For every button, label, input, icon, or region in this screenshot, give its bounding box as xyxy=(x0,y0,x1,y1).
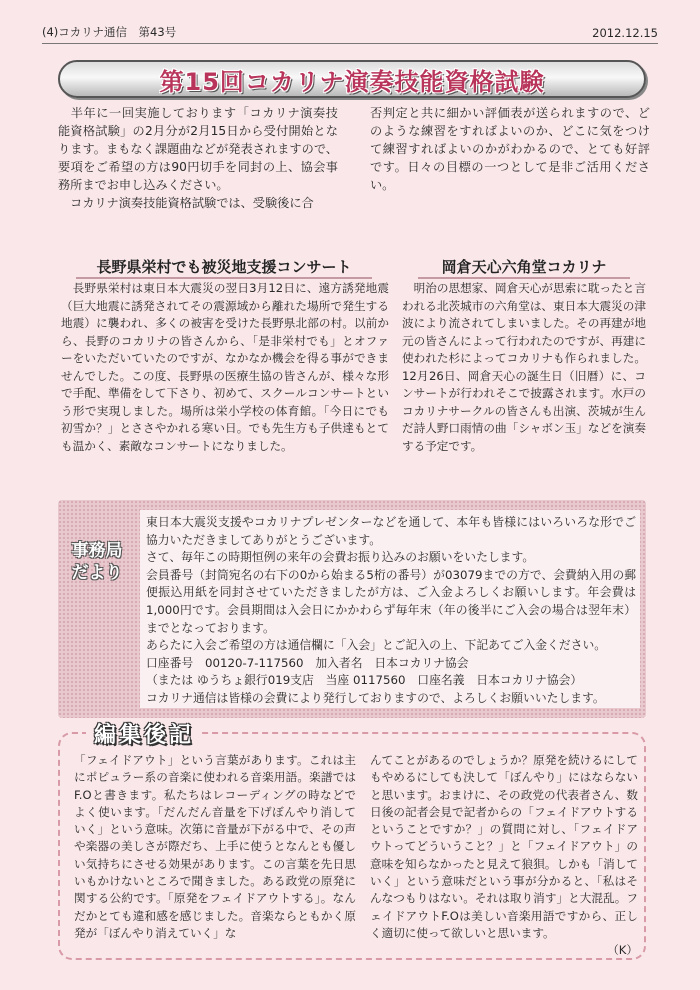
issue-date: 2012.12.15 xyxy=(592,26,658,40)
sakae-underline xyxy=(76,277,372,279)
editor-initial: （K） xyxy=(607,943,638,958)
office-news-label-line1: 事務局 xyxy=(71,541,123,561)
editor-note-right xyxy=(370,752,638,960)
page-title: 第15回コカリナ演奏技能資格試験 xyxy=(159,67,545,96)
office-news-bank: （または ゆうちょ銀行019支店 当座 0117560 口座名義 日本コカリナ協会） xyxy=(146,673,583,688)
office-news-label-line2: だより xyxy=(71,563,123,583)
issue-label: (4)コカリナ通信 第43号 xyxy=(42,25,177,39)
exam-article-right: 否判定と共に細かい評価表が送られますので、どのような練習をすればよいのか、どこに気をつけて練習すればよいのかがわかるので、とても好評です。日々の目標の一つとして是非ご活用ください。 xyxy=(370,106,650,192)
sakae-title: 長野県栄村でも被災地支援コンサート xyxy=(96,258,352,276)
office-news-p2: さて、毎年この時期恒例の来年の会費お振り込みのお願いをいたします。 xyxy=(146,550,535,565)
office-news-body xyxy=(146,514,636,708)
office-news-p3: 会員番号（封筒宛名の右下の0から始まる5桁の番号）が03079までの方で、会費納入用の郵便振込用紙を同封させていただきましたが方は、ご入金よろしくお願いします。年会費は1,000円です。会員期間は入会日にかかわらず毎年末（年の後半にご入会の場合は翌年末）までとなっております。 xyxy=(146,567,636,635)
exam-article-left: 半年に一回実施しております「コカリナ演奏技能資格試験」の2月分が2月15日から受付開始となります。まもなく課題曲などが発表されますので、要項をご希望の方は90円切手を同封の上、協会事務所までお申し込みください。 コカリナ演奏技能資格試験では、受験後に合 xyxy=(58,106,338,210)
okakura-underline xyxy=(418,277,630,279)
page-header xyxy=(42,22,658,44)
title-banner xyxy=(58,60,646,98)
editor-note-left: 「フェイドアウト」という言葉があります。これは主にポピュラー系の音楽に使われる音楽用語。楽譜ではF.Oと書きます。私たちはレコーディングの時などでよく使います。「だんだん音量を下げぼんやり消していく」という意味。次第に音量が下がる中で、その声や楽器の美しさが際だち、上手に使うとなんとも優しい気持ちにさせる効果があります。この言葉を先日思いもかけないところで聞きました。ある政党の原発に関する公約です。「原発をフェイドアウトする」。なんだかとても違和感を感じました。音楽ならともかく原発が「ぼんやり消えていく」な xyxy=(74,753,356,940)
office-news-p1: 東日本大震災支援やコカリナプレゼンターなどを通して、本年も皆様にはいろいろな形でご協力いただきましてありがとうございます。 xyxy=(146,515,636,547)
office-news-account: 口座番号 00120-7-117560 加入者名 日本コカリナ協会 xyxy=(146,655,469,670)
editor-note-title: 編集後記 xyxy=(86,718,202,749)
office-news-label xyxy=(64,540,130,584)
office-news-p4: あらたに入会ご希望の方は通信欄に「入会」とご記入の上、下記あてご入金ください。 xyxy=(146,638,607,653)
okakura-title: 岡倉天心六角堂コカリナ xyxy=(441,258,607,276)
sakae-body: 長野県栄村は東日本大震災の翌日3月12日に、遠方誘発地震（巨大地震に誘発されてその震源域から離れた場所で発生する地震）に襲われ、多くの被害を受けた長野県北部の村。以前から、長野のコカリナの皆さんから、「是非栄村でも」とオファーをいただいていたのですが、なかなか機会を得る事ができませんでした。この度、長野県の医療生協の皆さんが、様々な形で手配、準備をして下さり、初めて、スクールコンサートという形で実現しました。場所は栄小学校の体育館。「今日にでも初雪か？」とささやかれる寒い日。でも先生方も子供達もとても温かく、素敵なコンサートになりました。 xyxy=(61,281,389,453)
editor-note-right-text: んてことがあるのでしょうか？原発を続けるにしてもやめるにしても決して「ぼんやり」にはならないと思います。おまけに、その政党の代表者さん、数日後の記者会見で記者からの「フェイドアウトするということですか？」の質問に対し、「フェイドアウトってどういうこと？」と「フェイドアウト」の意味を知らなかったと見えて狼狽。しかも「消していく」という意味だという事が分かると、「私はそんなつもりはない。それは取り消す」と大混乱。フェイドアウトF.Oは美しい音楽用語ですから、正しく適切に使って欲しいと思います。 xyxy=(370,753,638,940)
office-news-p7: コカリナ通信は皆様の会費により発行しておりますので、よろしくお願いいたします。 xyxy=(146,690,605,705)
okakura-body: 明治の思想家、岡倉天心が思索に耽ったと言われる北茨城市の六角堂は、東日本大震災の津波により流されてしまいました。その再建が地元の皆さんによって行われたのですが、再建に使われた杉によってコカリナも作られました。12月26日、岡倉天心の誕生日（旧暦）に、コンサートが行われそこで披露されます。水戸のコカリナサークルの皆さんも出演、茨城が生んだ詩人野口雨情の曲「シャボン玉」などを演奏する予定です。 xyxy=(402,281,646,453)
